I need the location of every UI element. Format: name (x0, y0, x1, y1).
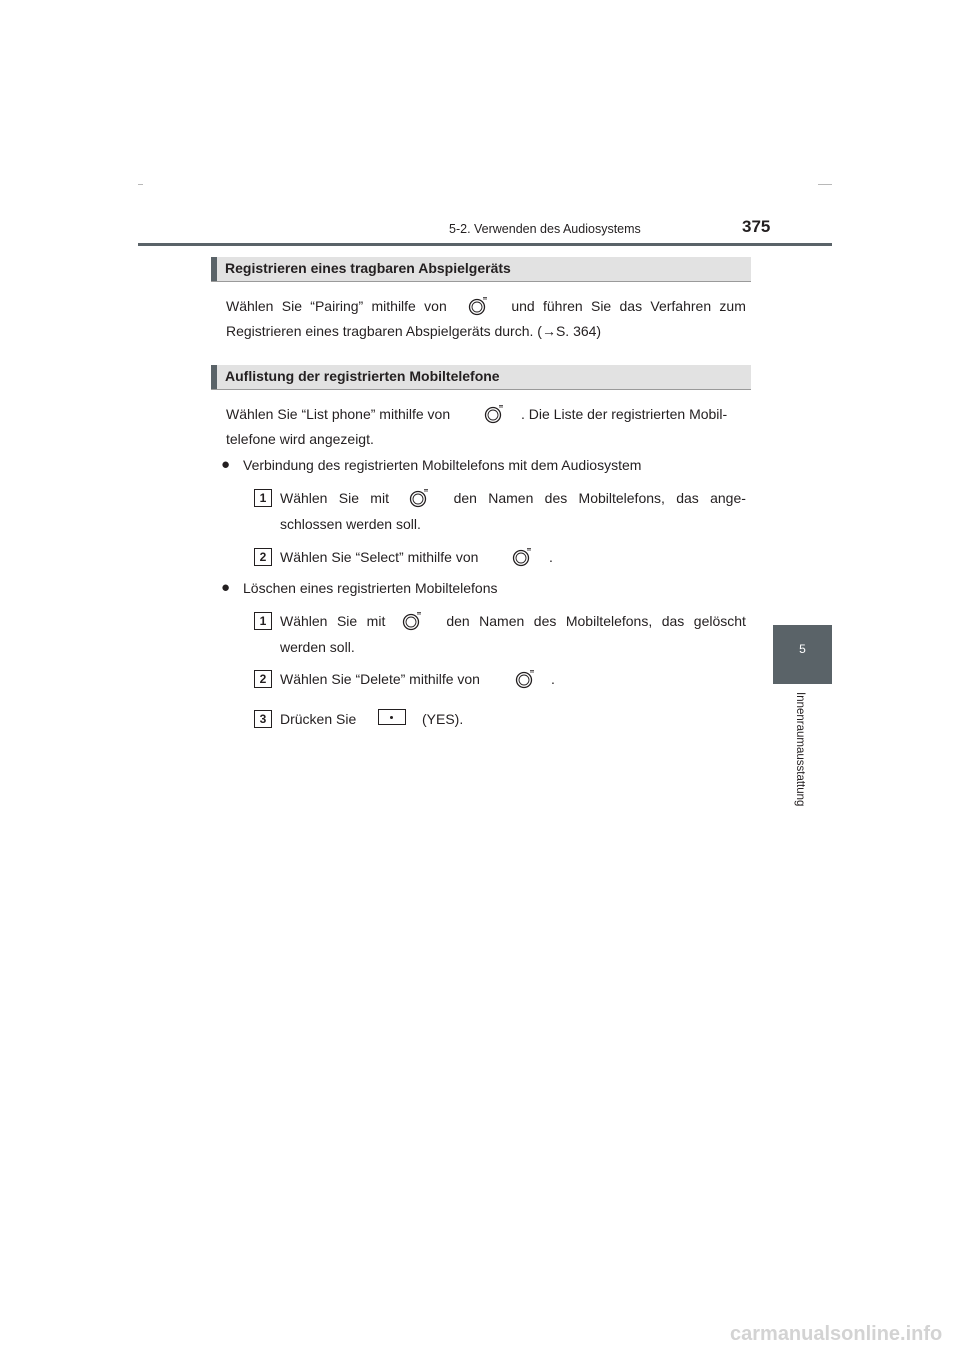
delete-step3-left: Drücken Sie (280, 711, 357, 727)
word: Namen (488, 490, 534, 506)
word: gelöscht (693, 613, 746, 629)
word: Mobiltelefons, (565, 613, 653, 629)
list-line-1-left: Wählen Sie “List phone” mithilfe von (226, 406, 451, 422)
tune-knob-icon (515, 669, 535, 689)
delete-step2-right: . (551, 671, 555, 687)
connect-step2-left: Wählen Sie “Select” mithilfe von (280, 549, 479, 565)
section-marker (211, 365, 217, 389)
step-number: 3 (254, 710, 272, 728)
list-line-2: telefone wird angezeigt. (226, 431, 374, 447)
word: “Pairing” (310, 298, 364, 314)
word: Wählen (226, 298, 274, 314)
word: des (544, 490, 568, 506)
delete-step1-line2: werden soll. (280, 639, 355, 655)
section-marker (211, 257, 217, 281)
tune-knob-icon (484, 404, 504, 424)
word: mit (366, 613, 386, 629)
chapter-number: 5 (799, 642, 806, 656)
tune-knob-icon (409, 488, 429, 508)
bullet-icon: ● (221, 456, 231, 473)
word: und (511, 298, 535, 314)
crop-mark-left (138, 184, 143, 185)
word: das (619, 298, 643, 314)
connect-step1-line1 (280, 490, 746, 506)
dot-button-icon (378, 709, 406, 725)
word: mit (370, 490, 389, 506)
tune-knob-icon (468, 296, 488, 316)
word: Sie (281, 298, 302, 314)
word: den (446, 613, 470, 629)
section-title: Auflistung der registrierten Mobiltelefone (225, 368, 500, 384)
word: Sie (336, 613, 358, 629)
section-heading-pairing (211, 257, 751, 282)
word: das (661, 613, 685, 629)
list-line-1-right: . Die Liste der registrierten Mobil- (521, 406, 728, 422)
step-number: 1 (254, 489, 272, 507)
connect-step1-line2: schlossen werden soll. (280, 516, 421, 532)
pairing-line-2: Registrieren eines tragbaren Abspielgeräts durch. (→S. 364) (226, 323, 602, 339)
word: Sie (590, 298, 612, 314)
word: den (453, 490, 477, 506)
tune-knob-icon (402, 611, 422, 631)
chapter-label: Innenraumausstattung (794, 692, 806, 807)
word: Sie (338, 490, 359, 506)
delete-step1-line1 (280, 613, 746, 629)
tune-knob-icon (512, 547, 532, 567)
word: das (676, 490, 699, 506)
delete-step2-left: Wählen Sie “Delete” mithilfe von (280, 671, 480, 687)
step-number: 2 (254, 548, 272, 566)
bullet-icon: ● (221, 579, 231, 596)
header-section-title: 5-2. Verwenden des Audiosystems (449, 222, 641, 236)
word: Wählen (280, 490, 328, 506)
step-number: 2 (254, 670, 272, 688)
word: mithilfe (371, 298, 416, 314)
connect-step2-right: . (549, 549, 553, 565)
step-number: 1 (254, 612, 272, 630)
word: Mobiltelefons, (578, 490, 665, 506)
word: Wählen (280, 613, 328, 629)
delete-step3-right: (YES). (422, 711, 464, 727)
page-number: 375 (742, 217, 771, 236)
word: führen (542, 298, 583, 314)
section-title: Registrieren eines tragbaren Abspielgeräts (225, 260, 511, 276)
watermark: carmanualsonline.info (730, 1323, 943, 1345)
crop-mark-right (818, 184, 832, 185)
word: des (533, 613, 557, 629)
word: Namen (479, 613, 525, 629)
delete-heading: Löschen eines registrierten Mobiltelefons (243, 580, 498, 596)
section-heading-list-phone (211, 365, 751, 390)
chapter-tab (773, 625, 832, 684)
word: zum (719, 298, 746, 314)
header-rule (138, 243, 832, 246)
connect-heading: Verbindung des registrierten Mobiltelefons mit dem Audiosystem (243, 457, 642, 473)
word: von (424, 298, 447, 314)
word: ange- (710, 490, 746, 506)
word: Verfahren (650, 298, 712, 314)
